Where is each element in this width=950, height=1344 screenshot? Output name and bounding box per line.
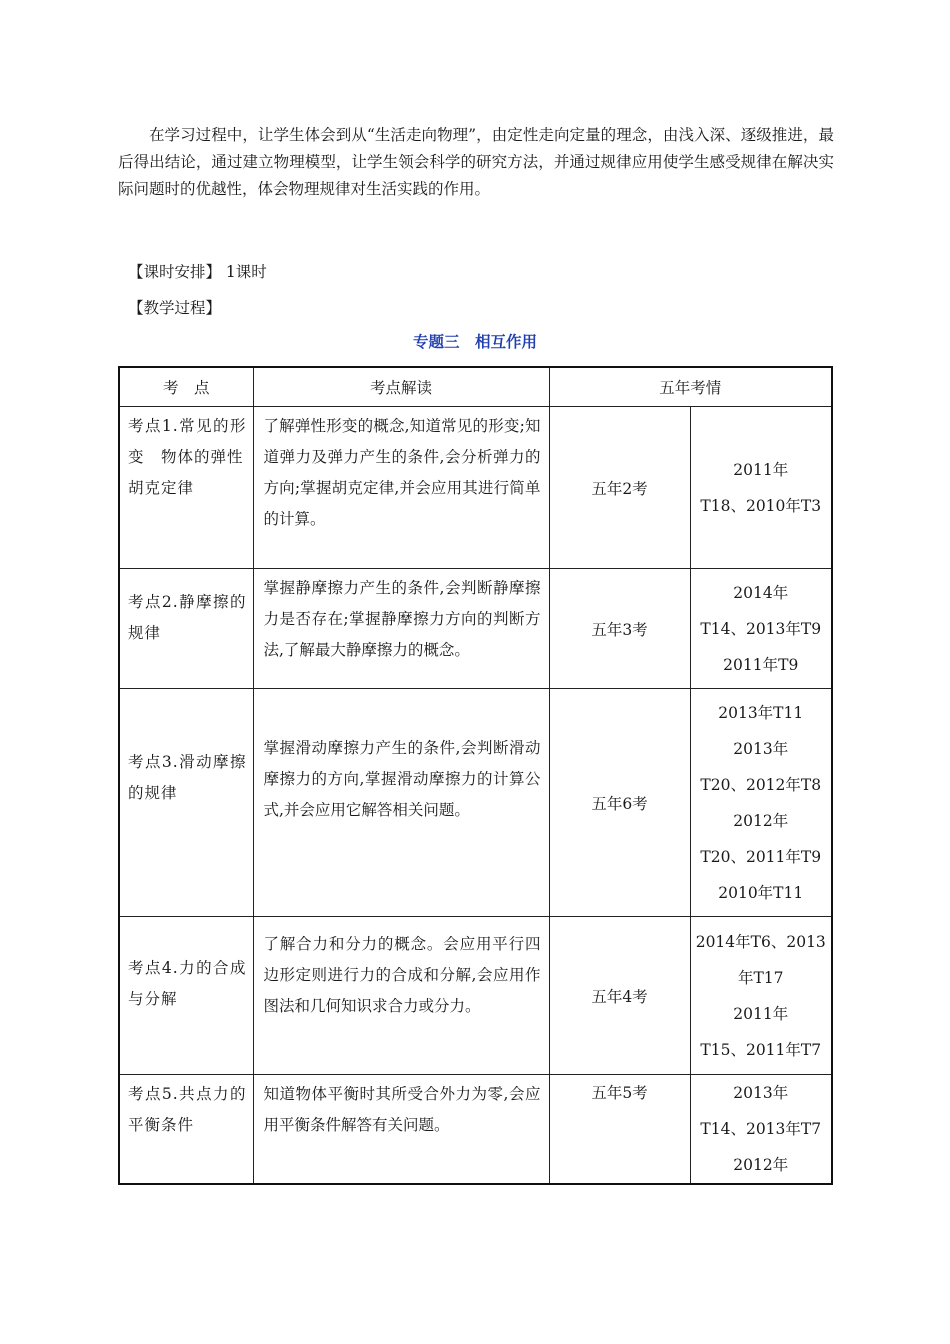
table-row <box>119 1075 832 1185</box>
desc-cell: 了解弹性形变的概念,知道常见的形变;知道弹力及弹力产生的条件,会分析弹力的方向;掌握胡克定律,并会应用其进行简单的计算。 <box>253 407 549 569</box>
year-entry: 2012年 <box>733 811 789 830</box>
exam-points-table <box>118 366 833 1185</box>
year-entry: T18、2010年T3 <box>700 496 822 515</box>
year-entry: T14、2013年T9 <box>700 619 822 638</box>
desc-cell: 了解合力和分力的概念。会应用平行四边形定则进行力的合成和分解,会应用作图法和几何知识求合力或分力。 <box>253 917 549 1075</box>
desc-cell: 知道物体平衡时其所受合外力为零,会应用平衡条件解答有关问题。 <box>253 1075 549 1185</box>
header-interpretation: 考点解读 <box>253 367 549 407</box>
count-cell: 五年5考 <box>549 1075 690 1185</box>
year-entry: 2010年T11 <box>718 883 804 902</box>
table-row <box>119 569 832 689</box>
years-cell <box>690 917 832 1075</box>
year-entry: 2011年 <box>733 1004 789 1023</box>
year-entry: 2013年T11 <box>718 703 804 722</box>
year-entry: T20、2012年T8 <box>700 775 822 794</box>
year-entry: 2011年 <box>733 460 789 479</box>
table-row <box>119 407 832 569</box>
intro-paragraph: 在学习过程中，让学生体会到从“生活走向物理”，由定性走向定量的理念，由浅入深、逐级推进，最后得出结论，通过建立物理模型，让学生领会科学的研究方法，并通过规律应用使学生感受规律在解决实际问题时的优越性，体会物理规律对生活实践的作用。 <box>118 126 834 198</box>
year-entry: 2013年 <box>733 739 789 758</box>
header-topic: 考 点 <box>119 367 253 407</box>
topic-cell: 考点3.滑动摩擦的规律 <box>119 689 253 917</box>
year-entry: 2013年 <box>733 1084 789 1102</box>
count-cell: 五年2考 <box>549 407 690 569</box>
topic-cell: 考点5.共点力的平衡条件 <box>119 1075 253 1185</box>
years-cell <box>690 1075 832 1185</box>
year-entry: 年T17 <box>737 968 784 987</box>
year-entry: T15、2011年T7 <box>700 1040 822 1059</box>
topic-cell: 考点1.常见的形变 物体的弹性 胡克定律 <box>119 407 253 569</box>
year-entry: 2012年 <box>733 1156 789 1174</box>
count-cell: 五年4考 <box>549 917 690 1075</box>
header-five-year: 五年考情 <box>549 367 832 407</box>
desc-cell: 掌握静摩擦力产生的条件,会判断静摩擦力是否存在;掌握静摩擦力方向的判断方法,了解最大静摩擦力的概念。 <box>253 569 549 689</box>
table-header-row <box>119 367 832 407</box>
year-entry: T14、2013年T7 <box>700 1120 822 1138</box>
schedule-line: 【课时安排】 1课时 <box>128 263 267 281</box>
section-title: 专题三 相互作用 <box>412 333 537 351</box>
count-cell: 五年3考 <box>549 569 690 689</box>
count-cell: 五年6考 <box>549 689 690 917</box>
year-entry: 2011年T9 <box>723 655 799 674</box>
year-entry: 2014年 <box>733 583 789 602</box>
year-entry: T20、2011年T9 <box>700 847 822 866</box>
year-entry: 2014年T6、2013 <box>695 932 826 951</box>
years-cell <box>690 407 832 569</box>
topic-cell: 考点4.力的合成与分解 <box>119 917 253 1075</box>
table-row <box>119 917 832 1075</box>
table-row <box>119 689 832 917</box>
years-cell <box>690 689 832 917</box>
topic-cell: 考点2.静摩擦的规律 <box>119 569 253 689</box>
process-heading: 【教学过程】 <box>128 299 222 317</box>
desc-cell: 掌握滑动摩擦力产生的条件,会判断滑动摩擦力的方向,掌握滑动摩擦力的计算公式,并会应用它解答相关问题。 <box>253 689 549 917</box>
years-cell <box>690 569 832 689</box>
